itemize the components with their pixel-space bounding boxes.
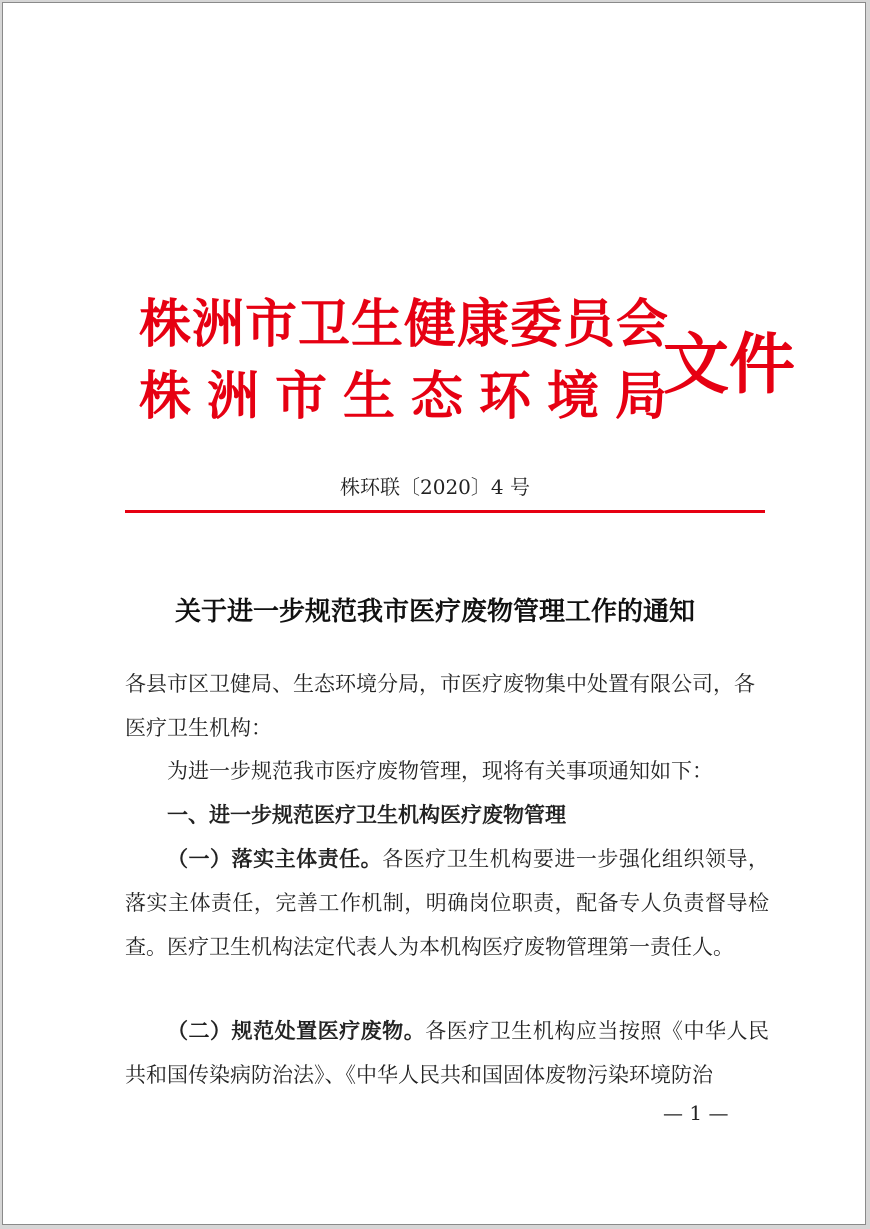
document-page (2, 2, 866, 1225)
section-heading-1: 一、进一步规范医疗卫生机构医疗废物管理 (167, 802, 566, 827)
document-number: 株环联〔2020〕4 号 (340, 475, 530, 499)
issuer-line-ecology-bureau: 株洲市生态环境局 (139, 366, 684, 427)
red-divider (125, 510, 765, 513)
item-2-lead: （二）规范处置医疗废物。 (167, 1018, 426, 1043)
paragraph-item-1 (125, 837, 769, 969)
salutation: 各县市区卫健局、生态环境分局，市医疗废物集中处置有限公司，各医疗卫生机构： (125, 672, 755, 740)
item-1-body: 各医疗卫生机构要进一步强化组织领导，落实主体责任，完善工作机制，明确岗位职责，配备专人负责督导检查。医疗卫生机构法定代表人为本机构医疗废物管理第一责任人。 (125, 847, 770, 959)
issuer-line-health-commission: 株洲市卫生健康委员会 (139, 294, 670, 355)
document-title: 关于进一步规范我市医疗废物管理工作的通知 (174, 597, 695, 627)
item-1-lead: （一）落实主体责任。 (167, 846, 383, 871)
document-suffix: 文件 (663, 325, 795, 403)
paragraph-item-2 (125, 1009, 769, 1097)
page-number: — 1 — (663, 1101, 729, 1125)
item-2-body: 各医疗卫生机构应当按照《中华人民共和国传染病防治法》、《中华人民共和国固体废物污染环境防治 (125, 1019, 770, 1087)
intro-paragraph: 为进一步规范我市医疗废物管理，现将有关事项通知如下： (167, 759, 713, 783)
